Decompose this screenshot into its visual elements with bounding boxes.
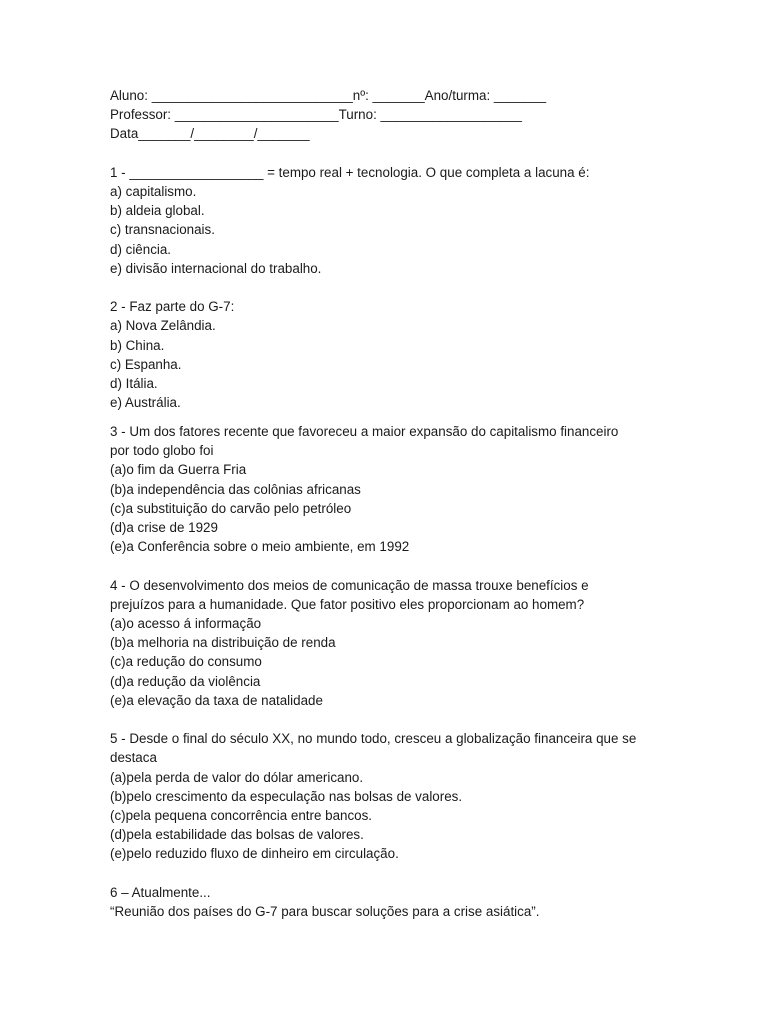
answer-option: (e)a Conferência sobre o meio ambiente, em 1992 xyxy=(110,539,410,555)
answer-option: (b)a melhoria na distribuição de renda xyxy=(110,635,336,651)
answer-option: e) divisão internacional do trabalho. xyxy=(110,260,322,276)
question-stem: 4 - O desenvolvimento dos meios de comunicação de massa trouxe benefícios e xyxy=(110,577,589,593)
question-4 xyxy=(110,576,710,710)
answer-option: (b)a independência das colônias africanas xyxy=(110,481,361,497)
answer-option: (b)pelo crescimento da especulação nas bolsas de valores. xyxy=(110,788,463,804)
question-3 xyxy=(110,422,710,556)
answer-option: (c)a substituição do carvão pelo petróleo xyxy=(110,500,352,516)
answer-option: b) aldeia global. xyxy=(110,203,205,219)
answer-option: (c)a redução do consumo xyxy=(110,654,262,670)
answer-option: a) capitalismo. xyxy=(110,184,197,199)
question-stem: 6 – Atualmente... xyxy=(110,884,211,900)
answer-option: (e)pelo reduzido fluxo de dinheiro em circulação. xyxy=(110,846,399,862)
question-stem: 1 - __________________ = tempo real + tecnologia. O que completa a lacuna é: xyxy=(110,164,590,180)
answer-option: (c)pela pequena concorrência entre bancos. xyxy=(110,808,373,824)
question-stem: destaca xyxy=(110,750,157,766)
answer-option: (a)o acesso á informação xyxy=(110,616,262,632)
answer-option: (d)a crise de 1929 xyxy=(110,520,218,536)
data-line: Data_______/________/_______ xyxy=(110,126,310,142)
answer-option: (e)a elevação da taxa de natalidade xyxy=(110,692,323,708)
answer-option: (d)a redução da violência xyxy=(110,673,261,689)
answer-option: b) China. xyxy=(110,337,165,353)
answer-option: d) Itália. xyxy=(110,376,158,392)
question-stem: 2 - Faz parte do G-7: xyxy=(110,299,235,315)
question-6 xyxy=(110,883,710,921)
question-stem: 5 - Desde o final do século XX, no mundo todo, cresceu a globalização financeira que se xyxy=(110,731,637,747)
answer-option: c) transnacionais. xyxy=(110,222,215,238)
question-quote: “Reunião dos países do G-7 para buscar soluções para a crise asiática”. xyxy=(110,904,540,920)
question-stem: 3 - Um dos fatores recente que favoreceu a maior expansão do capitalismo financeiro xyxy=(110,424,619,440)
answer-option: (a)o fim da Guerra Fria xyxy=(110,462,247,478)
exam-sheet xyxy=(110,86,710,921)
question-5 xyxy=(110,729,710,863)
answer-option: (d)pela estabilidade das bolsas de valores. xyxy=(110,827,364,843)
student-header xyxy=(110,86,710,144)
answer-option: c) Espanha. xyxy=(110,356,182,372)
question-stem: prejuízos para a humanidade. Que fator positivo eles proporcionam ao homem? xyxy=(110,596,585,612)
answer-option: a) Nova Zelândia. xyxy=(110,318,216,334)
answer-option: d) ciência. xyxy=(110,241,172,257)
question-stem: por todo globo foi xyxy=(110,443,214,459)
professor-line: Professor: ______________________Turno: ___________________ xyxy=(110,107,523,123)
question-1 xyxy=(110,163,710,278)
answer-option: e) Austrália. xyxy=(110,395,181,411)
answer-option: (a)pela perda de valor do dólar americano. xyxy=(110,769,364,785)
question-2 xyxy=(110,297,710,412)
aluno-line: Aluno: ___________________________nº: _______Ano/turma: _______ xyxy=(110,88,547,103)
